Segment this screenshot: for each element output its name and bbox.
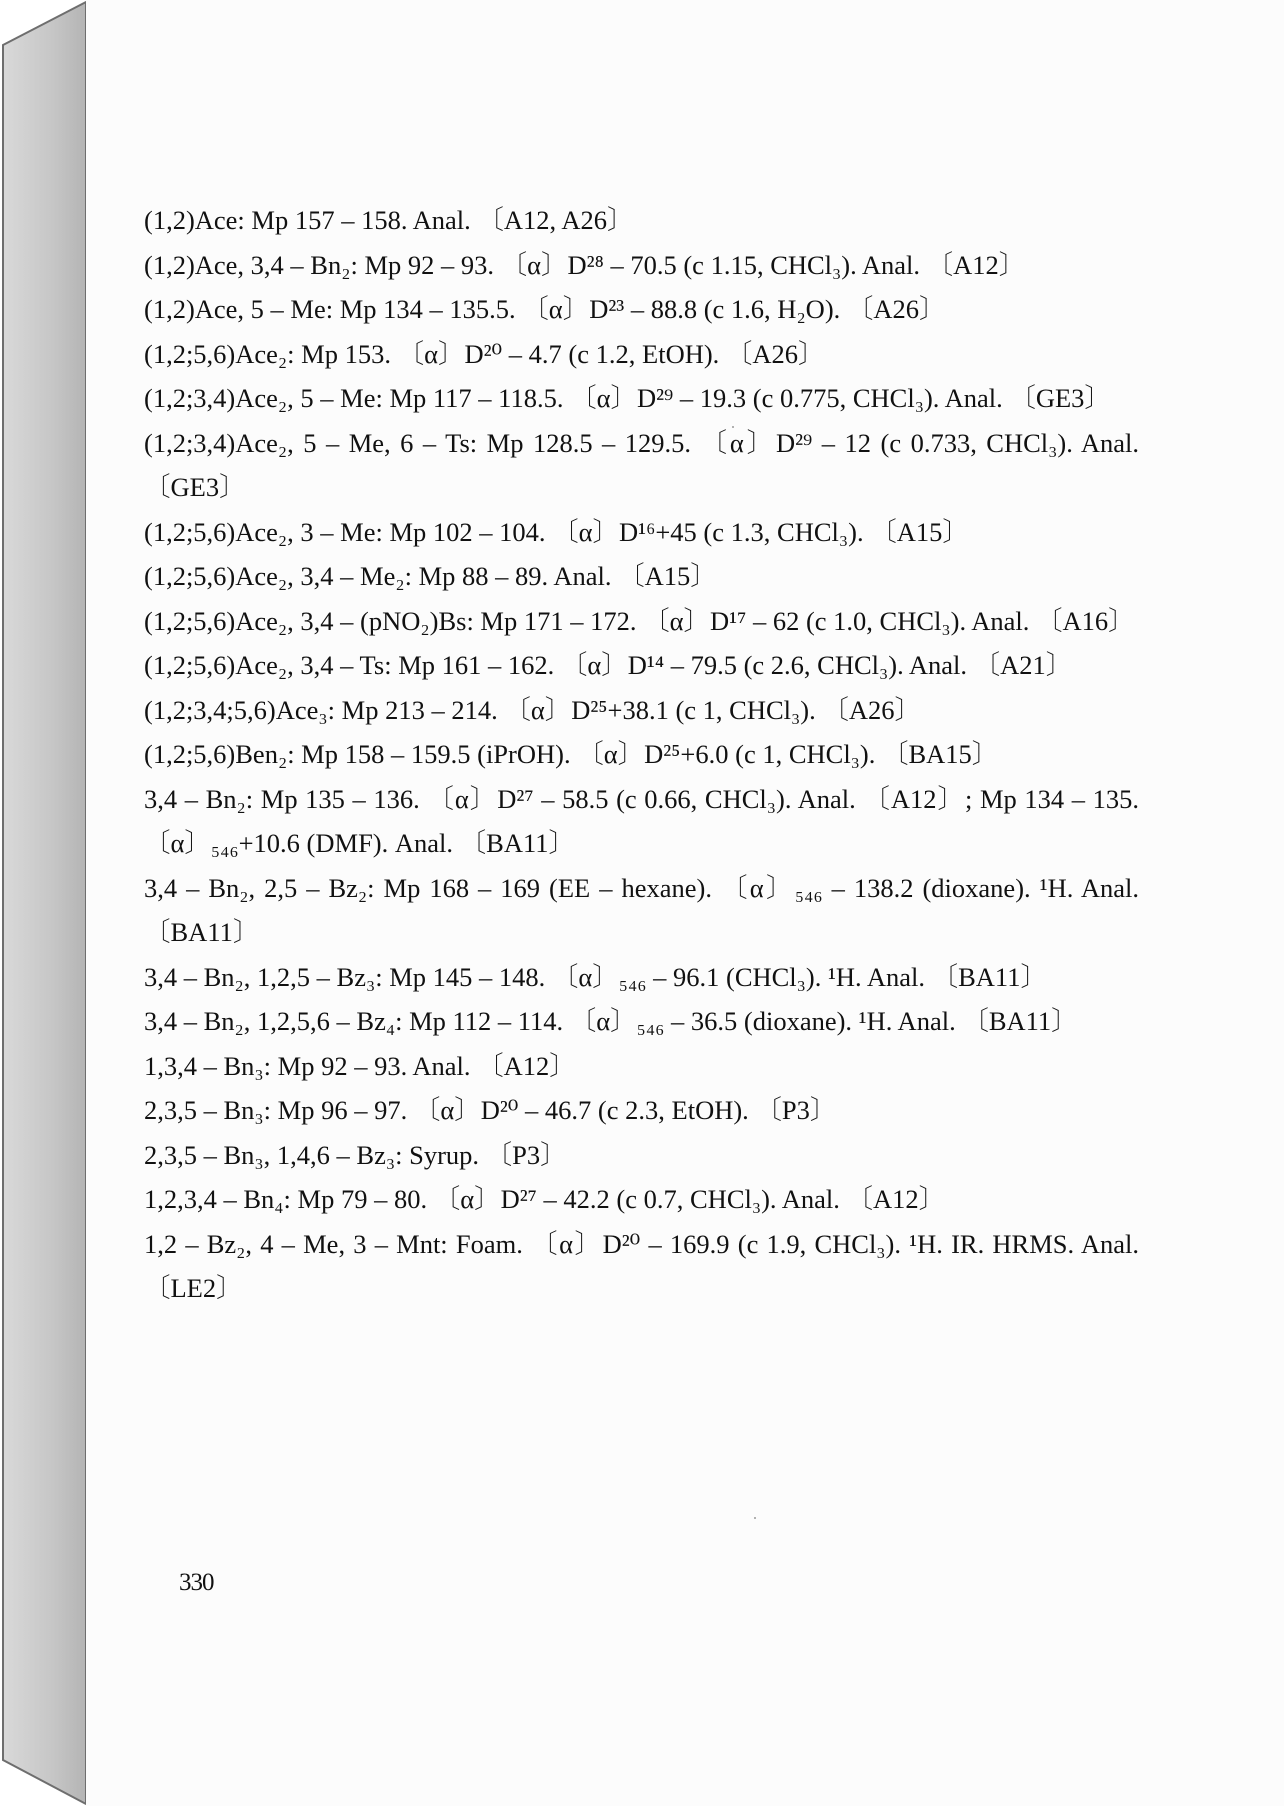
- compound-entry: 3,4 – Bn₂: Mp 135 – 136. 〔α〕D²⁷ – 58.5 (c 0.66, CHCl₃). Anal. 〔A12〕; Mp 134 – 135. 〔α〕₅₄₆+10.6 (DMF). Anal. 〔BA11〕: [144, 783, 1139, 858]
- compound-list: [144, 198, 1139, 1311]
- compound-entry: (1,2;3,4)Ace₂, 5 – Me, 6 – Ts: Mp 128.5 – 129.5. 〔α〕D²⁹ – 12 (c 0.733, CHCl₃). Anal. 〔GE3〕: [144, 427, 1139, 502]
- compound-entry: (1,2;5,6)Ace₂: Mp 153. 〔α〕D²⁰ – 4.7 (c 1.2, EtOH). 〔A26〕: [144, 338, 825, 369]
- compound-entry: (1,2;5,6)Ace₂, 3,4 – (pNO₂)Bs: Mp 171 – 172. 〔α〕D¹⁷ – 62 (c 1.0, CHCl₃). Anal. 〔A16〕: [144, 605, 1135, 636]
- compound-entry: 3,4 – Bn₂, 1,2,5,6 – Bz₄: Mp 112 – 114. 〔α〕₅₄₆ – 36.5 (dioxane). ¹H. Anal. 〔BA11〕: [144, 1006, 1078, 1036]
- compound-entry: (1,2;5,6)Ace₂, 3,4 – Me₂: Mp 88 – 89. Anal. 〔A15〕: [144, 561, 717, 591]
- compound-entry: 2,3,5 – Bn₃: Mp 96 – 97. 〔α〕D²⁰ – 46.7 (c 2.3, EtOH). 〔P3〕: [144, 1095, 837, 1125]
- compound-entry: 1,2,3,4 – Bn₄: Mp 79 – 80. 〔α〕D²⁷ – 42.2 (c 0.7, CHCl₃). Anal. 〔A12〕: [144, 1184, 946, 1214]
- compound-entry: 3,4 – Bn₂, 1,2,5 – Bz₃: Mp 145 – 148. 〔α〕₅₄₆ – 96.1 (CHCl₃). ¹H. Anal. 〔BA11〕: [144, 961, 1047, 992]
- compound-entry: (1,2;5,6)Ace₂, 3,4 – Ts: Mp 161 – 162. 〔α〕D¹⁴ – 79.5 (c 2.6, CHCl₃). Anal. 〔A21〕: [144, 650, 1073, 680]
- compound-entry: (1,2)Ace: Mp 157 – 158. Anal. 〔A12, A26〕: [144, 205, 634, 235]
- compound-entry: 1,2 – Bz₂, 4 – Me, 3 – Mnt: Foam. 〔α〕D²⁰ – 169.9 (c 1.9, CHCl₃). ¹H. IR. HRMS. Anal. 〔LE2〕: [144, 1228, 1139, 1303]
- compound-entry: (1,2)Ace, 5 – Me: Mp 134 – 135.5. 〔α〕D²³ – 88.8 (c 1.6, H₂O). 〔A26〕: [144, 294, 946, 324]
- compound-entry: (1,2;3,4)Ace₂, 5 – Me: Mp 117 – 118.5. 〔α〕D²⁹ – 19.3 (c 0.775, CHCl₃). Anal. 〔GE3〕: [144, 383, 1111, 413]
- compound-entry: (1,2;5,6)Ace₂, 3 – Me: Mp 102 – 104. 〔α〕D¹⁶+45 (c 1.3, CHCl₃). 〔A15〕: [144, 516, 969, 547]
- page-number: 330: [179, 1569, 214, 1596]
- compound-entry: (1,2;3,4;5,6)Ace₃: Mp 213 – 214. 〔α〕D²⁵+38.1 (c 1, CHCl₃). 〔A26〕: [144, 694, 921, 725]
- compound-entry: (1,2;5,6)Ben₂: Mp 158 – 159.5 (iPrOH). 〔α〕D²⁵+6.0 (c 1, CHCl₃). 〔BA15〕: [144, 739, 999, 769]
- compound-entry: 1,3,4 – Bn₃: Mp 92 – 93. Anal. 〔A12〕: [144, 1050, 576, 1081]
- compound-entry: (1,2)Ace, 3,4 – Bn₂: Mp 92 – 93. 〔α〕D²⁸ – 70.5 (c 1.15, CHCl₃). Anal. 〔A12〕: [144, 249, 1026, 280]
- compound-entry: 3,4 – Bn₂, 2,5 – Bz₂: Mp 168 – 169 (EE – hexane). 〔α〕₅₄₆ – 138.2 (dioxane). ¹H. Anal. 〔BA11〕: [144, 872, 1139, 947]
- scan-speck: [754, 1517, 756, 1519]
- compound-entry: 2,3,5 – Bn₃, 1,4,6 – Bz₃: Syrup. 〔P3〕: [144, 1139, 567, 1170]
